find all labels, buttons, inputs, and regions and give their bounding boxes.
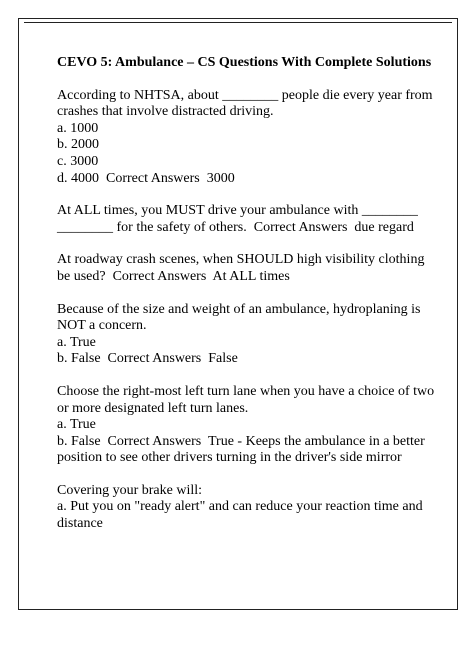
question-block <box>57 252 435 285</box>
question-text: At ALL times, you MUST drive your ambulance with ________ ________ for the safety of others. Correct Answers due regard <box>57 203 422 235</box>
answer-option: c. 3000 <box>57 153 99 169</box>
question-block <box>57 203 435 236</box>
answer-option: b. False Correct Answers True - Keeps the ambulance in a better position to see other drivers turning in the driver's side mirror <box>57 433 429 466</box>
question-text: Because of the size and weight of an ambulance, hydroplaning is NOT a concern. <box>57 301 424 334</box>
question-text: Covering your brake will: <box>57 482 203 498</box>
question-text: At roadway crash scenes, when SHOULD high visibility clothing be used? Correct Answers At ALL times <box>57 252 428 284</box>
question-text: Choose the right-most left turn lane when you have a choice of two or more designated left turn lanes. <box>57 383 438 416</box>
question-block <box>57 88 435 188</box>
document-body <box>57 55 438 549</box>
answer-option: a. Put you on "ready alert" and can reduce your reaction time and distance <box>57 499 427 532</box>
question-text: According to NHTSA, about ________ people die every year from crashes that involve distracted driving. <box>57 87 437 120</box>
question-block <box>57 383 438 467</box>
answer-option: a. True <box>57 334 96 350</box>
answer-option: a. True <box>57 417 96 433</box>
question-block <box>57 302 435 368</box>
answer-option: b. False Correct Answers False <box>57 351 238 367</box>
answer-option: d. 4000 Correct Answers 3000 <box>57 170 235 186</box>
top-rule <box>24 22 452 23</box>
answer-option: b. 2000 <box>57 137 99 153</box>
answer-option: a. 1000 <box>57 120 99 136</box>
document-title: CEVO 5: Ambulance – CS Questions With Complete Solutions <box>57 55 432 70</box>
question-block <box>57 483 435 533</box>
